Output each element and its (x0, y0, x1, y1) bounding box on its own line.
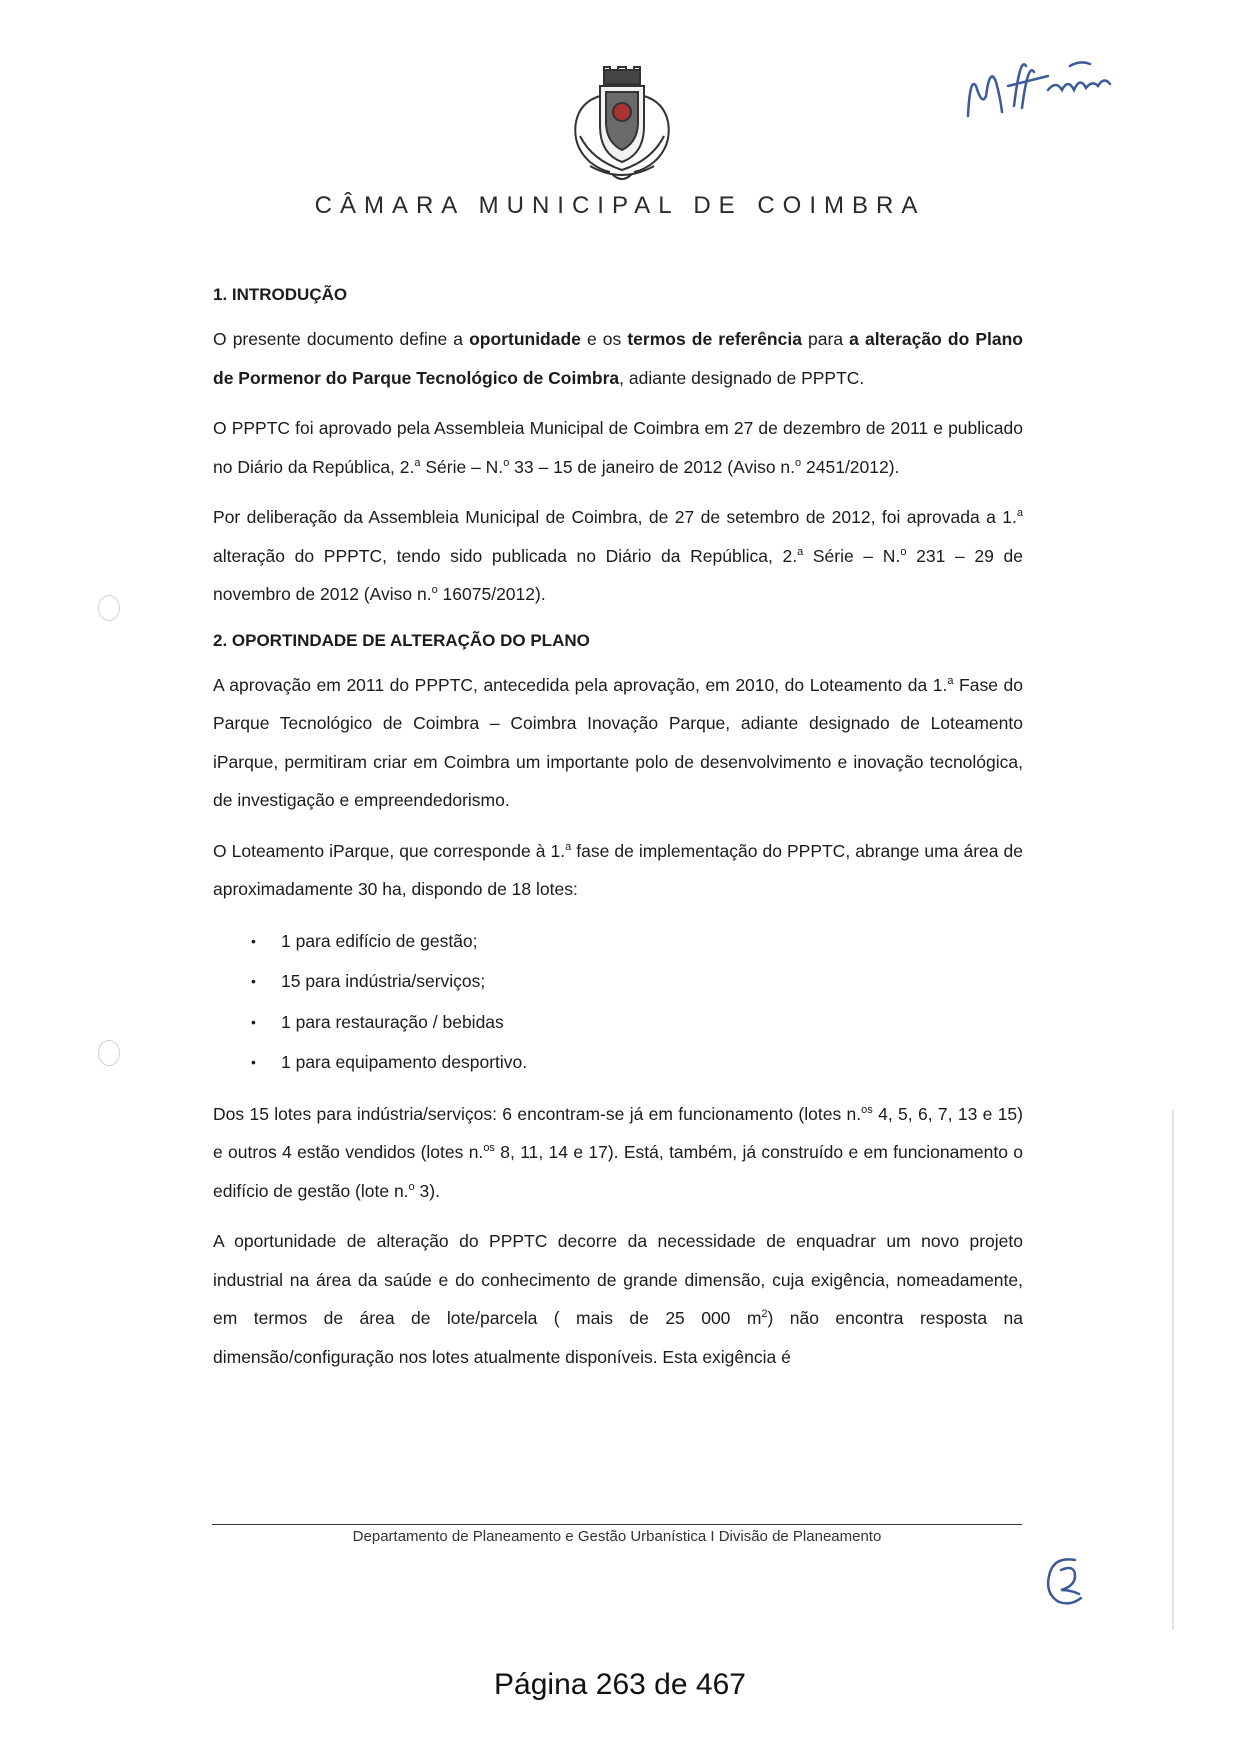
footer-department: Departamento de Planeamento e Gestão Urbanística I Divisão de Planeamento (352, 1528, 882, 1545)
municipal-coat-of-arms-icon (560, 66, 684, 190)
footer-divider (212, 1524, 1022, 1525)
paragraph: Dos 15 lotes para indústria/serviços: 6 encontram-se já em funcionamento (lotes n.$^{os}$ 4, 5, 6, 7, 13 e 15) e outros 4 estão vendidos (lotes n.$^{os}$ 8, 11, 14 e 17). Está, também, já construído e em funcionamento o edifício de gestão (lote n.$^o$ 3). (213, 1103, 1023, 1201)
punch-hole-mark (98, 595, 120, 621)
punch-hole-mark (98, 1040, 120, 1066)
document-body (213, 280, 1023, 1388)
section-heading-introducao: 1. INTRODUÇÃO (213, 285, 348, 304)
paragraph: O PPPTC foi aprovado pela Assembleia Municipal de Coimbra em 27 de dezembro de 2011 e publicado no Diário da República, 2.$^a$ Série – N.$^o$ 33 – 15 de janeiro de 2012 (Aviso n.$^o$ 2451/2012). (213, 418, 1023, 477)
paragraph: A aprovação em 2011 do PPPTC, antecedida pela aprovação, em 2010, do Loteamento da 1.$^a$ Fase do Parque Tecnológico de Coimbra – Coimbra Inovação Parque, adiante designado de Loteamento iParque, permitiram criar em Coimbra um importante polo de desenvolvimento e inovação tecnológica, de investigação e empreendedorismo. (213, 674, 1023, 810)
section-heading-oportunidade: 2. OPORTINDADE DE ALTERAÇÃO DO PLANO (213, 630, 590, 650)
page-number: Página 263 de 467 (494, 1668, 746, 1701)
bullet-icon: • (251, 932, 256, 949)
bullet-icon: • (251, 1054, 256, 1070)
list-item: • 15 para indústria/serviços; (213, 961, 1023, 1002)
list-item: • 1 para restauração / bebidas (213, 1002, 1023, 1043)
handwritten-initials-icon (960, 46, 1130, 146)
paragraph: O Loteamento iParque, que corresponde à 1.$^a$ fase de implementação do PPPTC, abrange uma área de aproximadamente 30 ha, dispondo de 18 lotes: (213, 840, 1023, 899)
lots-list (213, 921, 1023, 1083)
bullet-icon: • (251, 1013, 256, 1030)
organization-name: CÂMARA MUNICIPAL DE COIMBRA (314, 192, 926, 219)
paragraph: Por deliberação da Assembleia Municipal de Coimbra, de 27 de setembro de 2012, foi aprovada a 1.$^a$ alteração do PPPTC, tendo sido publicada no Diário da República, 2.$^a$ Série – N.$^o$ 231 – 29 de novembro de 2012 (Aviso n.$^o$ 16075/2012). (213, 507, 1023, 604)
scan-edge-line (1172, 1110, 1174, 1630)
paragraph: A oportunidade de alteração do PPPTC decorre da necessidade de enquadrar um novo projeto industrial na área da saúde e do conhecimento de grande dimensão, cuja exigência, nomeadamente, em termos de área de lote/parcela ( mais de 25 000 $m^2$) não encontra resposta na dimensão/configuração nos lotes atualmente disponíveis. Esta exigência é (213, 1231, 1023, 1367)
paragraph: O presente documento define a oportunidade e os termos de referência para a alteração do Plano de Pormenor do Parque Tecnológico de Coimbra, adiante designado de PPPTC. (213, 329, 1024, 388)
list-item: • 1 para equipamento desportivo. (213, 1042, 1023, 1083)
bullet-icon: • (251, 973, 256, 989)
handwritten-page-initial-icon (1035, 1550, 1095, 1610)
list-item: • 1 para edifício de gestão; (213, 921, 1023, 962)
